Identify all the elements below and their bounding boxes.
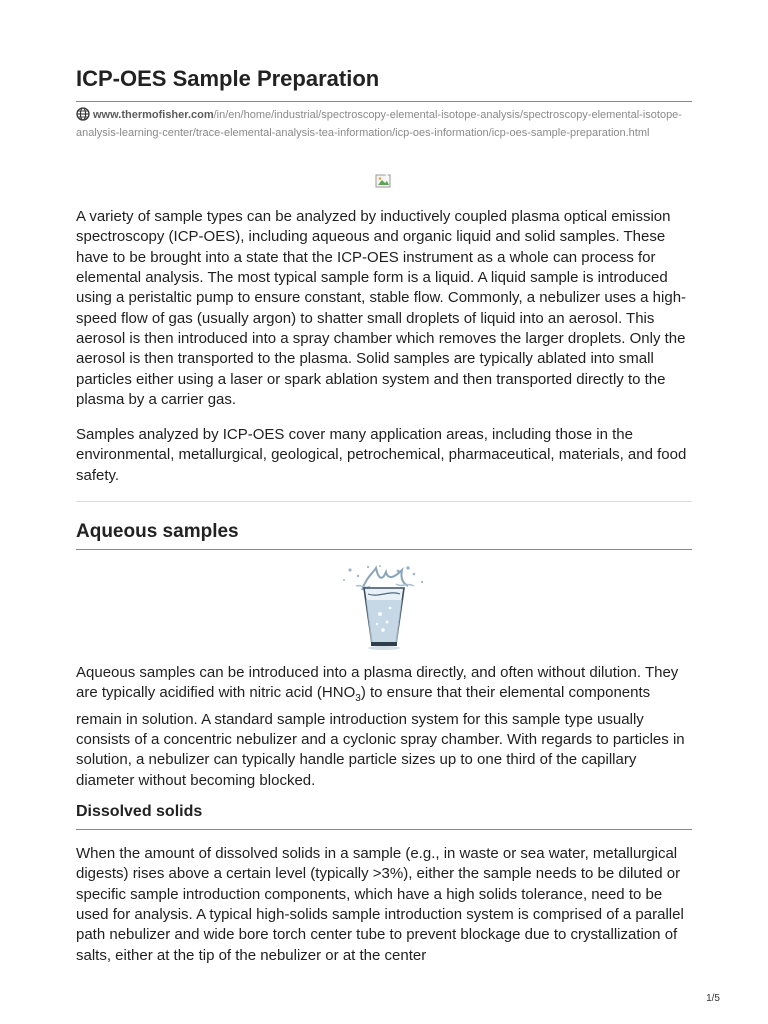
title-divider xyxy=(76,101,692,102)
page-title: ICP-OES Sample Preparation xyxy=(76,66,380,91)
aqueous-heading: Aqueous samples xyxy=(76,521,239,542)
intro-paragraph-2: Samples analyzed by ICP-OES cover many application areas, including those in the environmental, metallurgical, geological, petrochemical, pharmaceutical, materials, and food safety. xyxy=(76,426,687,484)
dissolved-paragraph: When the amount of dissolved solids in a sample (e.g., in waste or sea water, metallurgical digests) rises above a certain level (typically >3%), either the sample needs to be diluted or specific sample introduction components, which have a high solids tolerance, need to be used for analysis. A typical high-solids sample introduction system is comprised of a parallel path nebulizer and wide bore torch center tube to prevent blockage due to crystallization of salts, either at the tip of the nebulizer or at the center xyxy=(76,845,684,964)
page-number: 1/5 xyxy=(706,993,720,1004)
section-divider xyxy=(76,501,692,502)
intro-paragraph-1: A variety of sample types can be analyzed by inductively coupled plasma optical emission spectroscopy (ICP-OES), including aqueous and organic liquid and solid samples. These have to be brought into a state that the ICP-OES instrument as a whole can process for elemental analysis. The most typical sample form is a liquid. A liquid sample is introduced using a peristaltic pump to ensure constant, stable flow. Commonly, a nebulizer uses a high-speed flow of gas (usually argon) to shatter small droplets of liquid into an aerosol. This aerosol is then introduced into a spray chamber which removes the larger droplets. Only the aerosol is then transported to the plasma. Solid samples are typically ablated into small particles either using a laser or spark ablation system and then transported directly to the plasma by a carrier gas. xyxy=(76,208,687,409)
broken-image-icon xyxy=(375,173,391,189)
water-glass-image xyxy=(322,564,446,652)
source-url[interactable] xyxy=(76,107,692,141)
globe-icon xyxy=(76,107,90,126)
source-domain: www.thermofisher.com xyxy=(93,109,214,121)
source-path: /in/en/home/industrial/spectroscopy-elemental-isotope-analysis/spectroscopy-elemental-isotope-analysis-learning-center/trace-elemental-analysis-tea-information/icp-oes-information/icp-oes-sample-preparation.html xyxy=(76,109,682,139)
aqueous-heading-rule xyxy=(76,549,692,550)
dissolved-heading-rule xyxy=(76,829,692,830)
aqueous-paragraph: Aqueous samples can be introduced into a plasma directly, and often without dilution. They are typically acidified with nitric acid $(HNO_3)$ to ensure that their elemental components remain in solution. A standard sample introduction system for this sample type usually consists of a concentric nebulizer and a cyclonic spray chamber. With regards to particles in solution, a nebulizer can typically handle particle sizes up to one third of the capillary diameter without becoming blocked. xyxy=(76,664,685,789)
dissolved-solids-heading: Dissolved solids xyxy=(76,803,203,820)
